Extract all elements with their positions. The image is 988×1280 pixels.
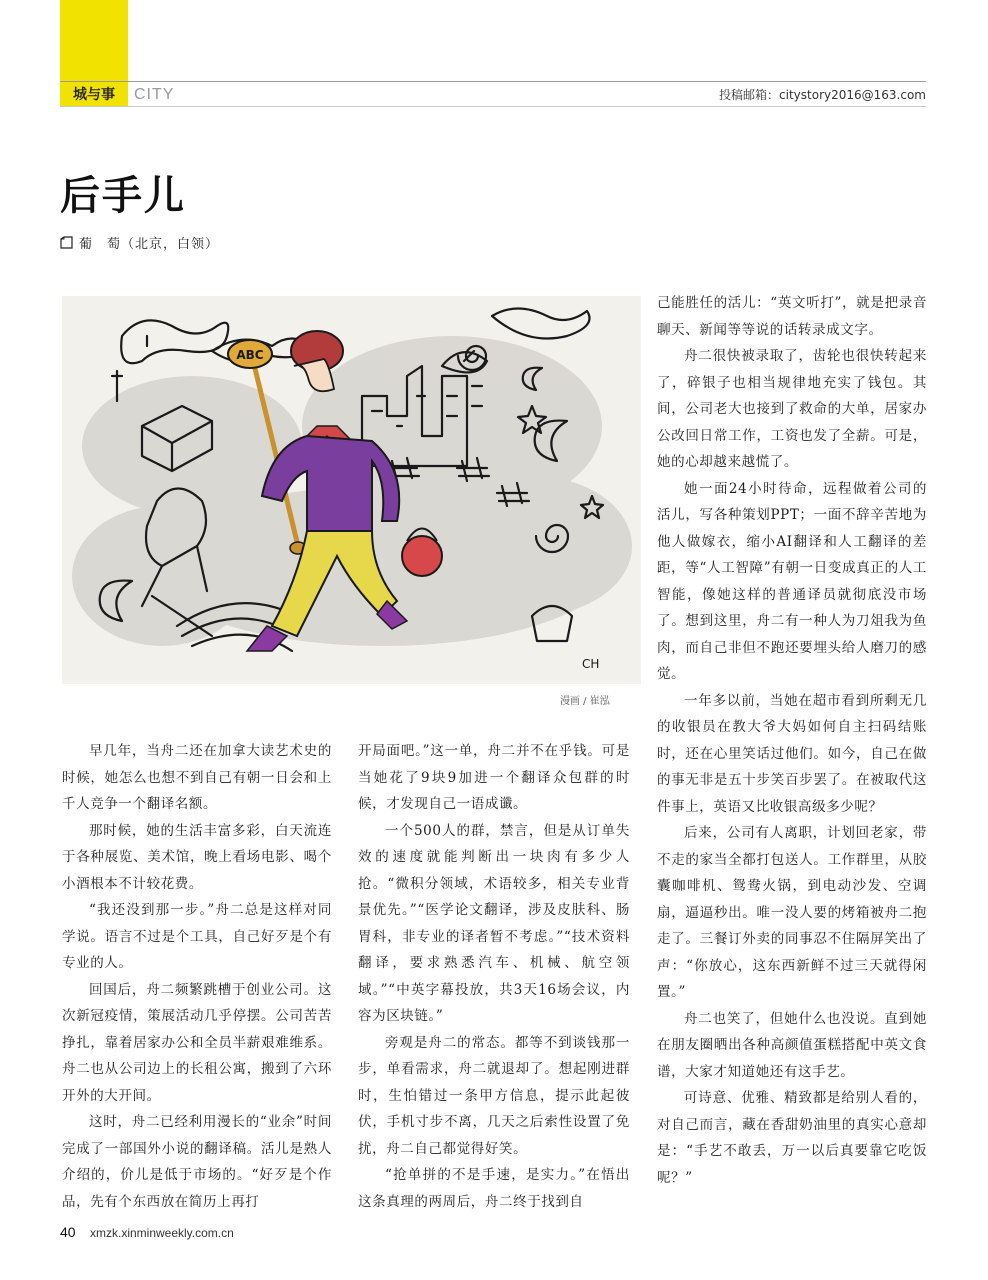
paragraph: 一个500人的群，禁言，但是从订单失效的速度就能判断出一块肉有多少人抢。“微积分领域，术语较多，相关专业背景优先。”“医学论文翻译，涉及皮肤科、肠胃科，非专业的译者暂不考虑。”“技术资料翻译，要求熟悉汽车、机械、航空领域。”“中英字幕投放，共3天16场会议，内容为区块链。” [358,822,630,1024]
sign-text: ABC [236,348,264,362]
submission-email: 投稿邮箱：citystory2016@163.com [719,88,926,102]
paragraph-continued: 开局面吧。”这一单，舟二并不在乎钱。可是当她花了9块9加进一个翻译众包群的时候，才发现自己一语成谶。 [358,743,630,812]
paragraph: 那时候，她的生活丰富多彩，白天流连于各种展览、美术馆，晚上看场电影、喝个小酒根本不计较花费。 [62,822,332,892]
paragraph: 可诗意、优雅、精致都是给别人看的，对自己而言，藏在香甜奶油里的真实心意却是：“手艺不敢丢，万一以后真要靠它吃饭呢？” [657,1090,927,1186]
header-rule-bottom [60,106,926,107]
section-tag: 城与事 [60,84,128,106]
paragraph: 一年多以前，当她在超市看到所剩无几的收银员在教大爷大妈如何自主扫码结账时，还在心里笑话过他们。如今，自己在做的事无非是五十步笑百步罢了。在被取代这件事上，英语又比收银高级多少呢？ [657,692,927,815]
byline: 葡 萄（北京，白领） [79,236,220,252]
header-rule-top [60,81,926,82]
paragraph: 舟二也笑了，但她什么也没说。直到她在朋友圈晒出各种高颜值蛋糕搭配中英文食谱，大家才知道她还有这手艺。 [657,1010,927,1080]
text-column-2 [358,738,630,1215]
article-title: 后手儿 [60,173,186,219]
paragraph: 回国后，舟二频繁跳槽于创业公司。这次新冠疫情，策展活动几乎停摆。公司苦苦挣扎，靠着居家办公和全员半薪艰难维系。舟二也从公司边上的长租公寓，搬到了六环开外的大开间。 [62,981,332,1104]
paragraph: 这时，舟二已经利用漫长的“业余”时间完成了一部国外小说的翻译稿。活儿是熟人介绍的，价儿是低于市场的。“好歹是个作品，先有个东西放在简历上再打 [62,1114,332,1210]
header-color-tab [60,0,128,88]
section-english-label: CITY [134,86,175,103]
page-number: 40 [60,1224,76,1240]
paragraph: 早几年，当舟二还在加拿大读艺术史的时候，她怎么也想不到自己有朝一日会和上千人竞争一个翻译名额。 [62,743,332,812]
paragraph: 舟二很快被录取了，齿轮也很快转起来了，碎银子也相当规律地充实了钱包。其间，公司老大也接到了救命的大单，居家办公改回日常工作，工资也发了全薪。可是，她的心却越来越慌了。 [657,348,927,470]
paragraph: 后来，公司有人离职，计划回老家，带不走的家当全都打包送人。工作群里，从胶囊咖啡机、鸳鸯火锅，到电动沙发、空调扇，逼逼秒出。唯一没人要的烤箱被舟二抱走了。三餐订外卖的同事忍不住隔屏笑出了声：“你放心，这东西新鲜不过三天就得闲置。” [657,825,927,1000]
byline-row [60,232,219,252]
footer-url: xmzk.xinminweekly.com.cn [90,1226,234,1240]
paragraph-continued: 己能胜任的活儿：“英文听打”，就是把录音聊天、新闻等等说的话转录成文字。 [657,295,927,338]
text-column-1 [62,738,332,1215]
paragraph: 旁观是舟二的常态。都等不到谈钱那一步，单看需求，舟二就退却了。想起刚进群时，生怕错过一条甲方信息，提示此起彼伏，手机寸步不离，几天之后索性设置了免扰，舟二自己都觉得好笑。 [358,1034,630,1157]
paragraph: 她一面24小时待命，远程做着公司的活儿，写各种策划PPT；一面不辞辛苦地为他人做嫁衣，缩小AI翻译和人工翻译的差距，等“人工智障”有朝一日变成真正的人工智能，像她这样的普通译员就彻底没市场了。想到这里，舟二有一种人为刀俎我为鱼肉，而自己非但不跑还要埋头给人磨刀的感觉。 [657,480,927,682]
illustration-credit: 漫画 / 崔泓 [560,696,610,707]
pen-icon [60,236,73,249]
paragraph: “抢单拼的不是手速，是实力。”在悟出这条真理的两周后，舟二终于找到自 [358,1167,630,1210]
cartoon-illustration [62,296,641,684]
text-column-3 [657,290,927,1191]
artist-signature: CH [582,657,600,671]
paragraph: “我还没到那一步。”舟二总是这样对同学说。语言不过是个工具，自己好歹是个有专业的人。 [62,902,332,971]
